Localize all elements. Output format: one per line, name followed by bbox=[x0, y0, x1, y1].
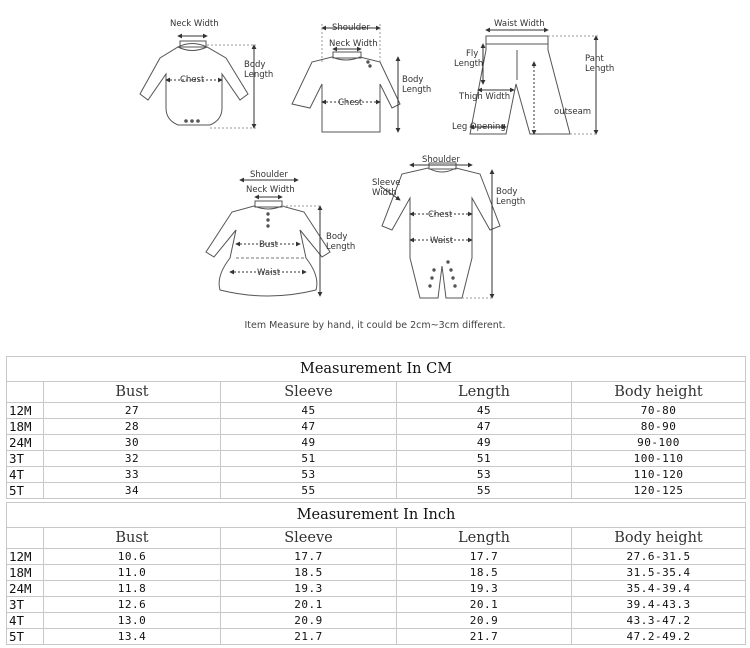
size-label: 24M bbox=[7, 435, 44, 451]
romper-waist-label: Waist bbox=[430, 236, 454, 246]
size-label: 12M bbox=[7, 549, 44, 565]
bust-value: 13.4 bbox=[44, 629, 221, 645]
length-value: 45 bbox=[397, 403, 572, 419]
length-value: 51 bbox=[397, 451, 572, 467]
dress-neck-label: Neck Width bbox=[246, 185, 295, 195]
pants-waist-label: Waist Width bbox=[494, 19, 545, 29]
length-value: 19.3 bbox=[397, 581, 572, 597]
body-height-value: 27.6-31.5 bbox=[572, 549, 746, 565]
table-row bbox=[7, 629, 746, 645]
size-label: 24M bbox=[7, 581, 44, 597]
body-height-value: 90-100 bbox=[572, 435, 746, 451]
body-height-value: 35.4-39.4 bbox=[572, 581, 746, 597]
table-title: Measurement In Inch bbox=[7, 503, 746, 528]
size-table-cm bbox=[6, 356, 746, 499]
header-body-height: Body height bbox=[572, 528, 746, 549]
length-value: 53 bbox=[397, 467, 572, 483]
bust-value: 30 bbox=[44, 435, 221, 451]
header-length: Length bbox=[397, 382, 572, 403]
bust-value: 33 bbox=[44, 467, 221, 483]
size-label: 18M bbox=[7, 565, 44, 581]
bust-value: 28 bbox=[44, 419, 221, 435]
top-chest-label: Chest bbox=[338, 98, 363, 108]
sleeve-value: 20.9 bbox=[221, 613, 397, 629]
sleeve-value: 18.5 bbox=[221, 565, 397, 581]
sleeve-value: 55 bbox=[221, 483, 397, 499]
top-shoulder-label: Shoulder bbox=[332, 23, 370, 33]
size-label: 3T bbox=[7, 451, 44, 467]
size-label: 5T bbox=[7, 483, 44, 499]
size-label: 5T bbox=[7, 629, 44, 645]
table-row bbox=[7, 549, 746, 565]
top-length-label-2: Length bbox=[402, 85, 432, 95]
header-body-height: Body height bbox=[572, 382, 746, 403]
body-height-value: 70-80 bbox=[572, 403, 746, 419]
romper-chest-label: Chest bbox=[428, 210, 453, 220]
table-title: Measurement In CM bbox=[7, 357, 746, 382]
table-row bbox=[7, 565, 746, 581]
bust-value: 11.0 bbox=[44, 565, 221, 581]
dress-waist-label: Waist bbox=[257, 268, 281, 278]
body-height-value: 31.5-35.4 bbox=[572, 565, 746, 581]
body-height-value: 47.2-49.2 bbox=[572, 629, 746, 645]
table-row bbox=[7, 467, 746, 483]
body-height-value: 80-90 bbox=[572, 419, 746, 435]
sleeve-value: 45 bbox=[221, 403, 397, 419]
table-row bbox=[7, 597, 746, 613]
length-value: 49 bbox=[397, 435, 572, 451]
table-row bbox=[7, 581, 746, 597]
length-value: 17.7 bbox=[397, 549, 572, 565]
body-height-value: 39.4-43.3 bbox=[572, 597, 746, 613]
length-value: 18.5 bbox=[397, 565, 572, 581]
header-sleeve: Sleeve bbox=[221, 382, 397, 403]
romper-shoulder-label: Shoulder bbox=[422, 155, 460, 165]
romper-sleeve-label-1: Sleeve bbox=[372, 178, 401, 188]
bust-value: 12.6 bbox=[44, 597, 221, 613]
bust-value: 10.6 bbox=[44, 549, 221, 565]
table-row bbox=[7, 435, 746, 451]
dress-length-label-2: Length bbox=[326, 242, 356, 252]
bodysuit-length-label-2: Length bbox=[244, 70, 274, 80]
bodysuit-length-label-1: Body bbox=[244, 60, 266, 70]
table-row bbox=[7, 483, 746, 499]
body-height-value: 110-120 bbox=[572, 467, 746, 483]
length-value: 21.7 bbox=[397, 629, 572, 645]
table-row bbox=[7, 613, 746, 629]
pants-leg-label: Leg Opening bbox=[452, 122, 506, 132]
bust-value: 11.8 bbox=[44, 581, 221, 597]
length-value: 47 bbox=[397, 419, 572, 435]
header-length: Length bbox=[397, 528, 572, 549]
body-height-value: 100-110 bbox=[572, 451, 746, 467]
pants-thigh-label: Thigh Width bbox=[459, 92, 511, 102]
dress-bust-label: Bust bbox=[259, 240, 278, 250]
pants-fly-label-1: Fly bbox=[466, 49, 479, 59]
size-label: 3T bbox=[7, 597, 44, 613]
top-neck-label: Neck Width bbox=[329, 39, 378, 49]
pants-length-label-2: Length bbox=[585, 64, 615, 74]
bust-value: 34 bbox=[44, 483, 221, 499]
size-label: 4T bbox=[7, 467, 44, 483]
pants-fly-label-2: Length bbox=[454, 59, 484, 69]
bust-value: 32 bbox=[44, 451, 221, 467]
romper-length-label-1: Body bbox=[496, 187, 518, 197]
size-label: 12M bbox=[7, 403, 44, 419]
size-label: 4T bbox=[7, 613, 44, 629]
bust-value: 13.0 bbox=[44, 613, 221, 629]
sleeve-value: 51 bbox=[221, 451, 397, 467]
body-height-value: 120-125 bbox=[572, 483, 746, 499]
measurement-note: Item Measure by hand, it could be 2cm~3cm different. bbox=[244, 320, 506, 331]
sleeve-value: 21.7 bbox=[221, 629, 397, 645]
bodysuit-neck-label: Neck Width bbox=[170, 19, 219, 29]
dress-drawing bbox=[206, 180, 330, 296]
length-value: 55 bbox=[397, 483, 572, 499]
header-blank bbox=[7, 382, 44, 403]
dress-length-label-1: Body bbox=[326, 232, 348, 242]
sleeve-value: 47 bbox=[221, 419, 397, 435]
romper-length-label-2: Length bbox=[496, 197, 526, 207]
size-table-inch bbox=[6, 502, 746, 645]
length-value: 20.9 bbox=[397, 613, 572, 629]
sleeve-value: 53 bbox=[221, 467, 397, 483]
pants-drawing bbox=[470, 30, 598, 134]
header-blank bbox=[7, 528, 44, 549]
body-height-value: 43.3-47.2 bbox=[572, 613, 746, 629]
header-sleeve: Sleeve bbox=[221, 528, 397, 549]
sleeve-value: 19.3 bbox=[221, 581, 397, 597]
bust-value: 27 bbox=[44, 403, 221, 419]
header-bust: Bust bbox=[44, 528, 221, 549]
sleeve-value: 49 bbox=[221, 435, 397, 451]
top-length-label-1: Body bbox=[402, 75, 424, 85]
bodysuit-chest-label: Chest bbox=[180, 75, 205, 85]
header-bust: Bust bbox=[44, 382, 221, 403]
dress-shoulder-label: Shoulder bbox=[250, 170, 288, 180]
romper-sleeve-label-2: Width bbox=[372, 188, 397, 198]
length-value: 20.1 bbox=[397, 597, 572, 613]
sleeve-value: 17.7 bbox=[221, 549, 397, 565]
sleeve-value: 20.1 bbox=[221, 597, 397, 613]
pants-outseam-label: outseam bbox=[554, 107, 592, 117]
size-label: 18M bbox=[7, 419, 44, 435]
table-row bbox=[7, 419, 746, 435]
pants-length-label-1: Pant bbox=[585, 54, 604, 64]
table-row bbox=[7, 451, 746, 467]
table-row bbox=[7, 403, 746, 419]
